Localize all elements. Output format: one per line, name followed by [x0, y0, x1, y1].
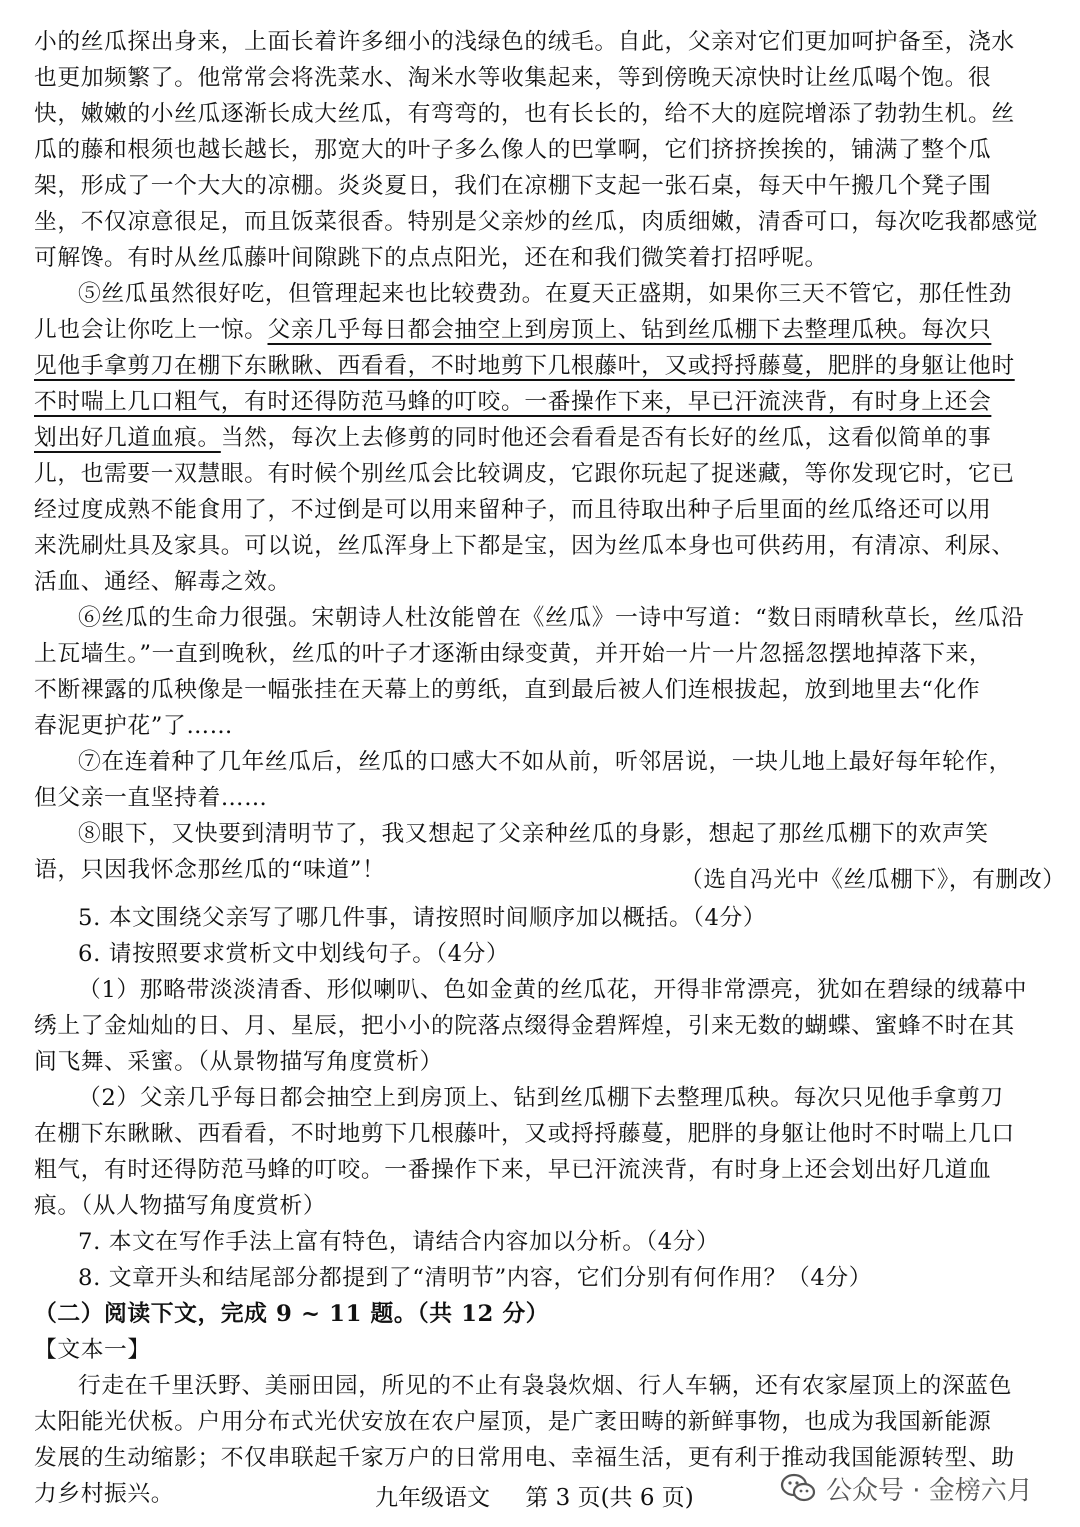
text-segment: 力乡村振兴。	[34, 1481, 175, 1507]
text-line	[0, 58, 1080, 98]
text-segment: 可解馋。有时从丝瓜藤叶间隙跳下的点点阳光，还在和我们微笑着打招呼呢。	[34, 245, 828, 271]
text-segment: （2）父亲几乎每日都会抽空上到房顶上、钻到丝瓜棚下去整理瓜秧。每次只见他手拿剪刀	[78, 1085, 1004, 1111]
text-segment: 经过度成熟不能食用了，不过倒是可以用来留种子，而且待取出种子后里面的丝瓜络还可以用	[34, 497, 992, 523]
text-segment: 儿也会让你吃上一惊。	[34, 317, 268, 343]
text-line	[0, 1402, 1080, 1442]
text-line	[0, 670, 1080, 710]
text-line	[0, 814, 1080, 854]
text-segment: 太阳能光伏板。户用分布式光伏安放在农户屋顶，是广袤田畴的新鲜事物，也成为我国新能源	[34, 1409, 992, 1435]
text-line	[0, 526, 1080, 566]
text-line	[0, 1186, 1080, 1226]
underlined-text: 父亲几乎每日都会抽空上到房顶上、钻到丝瓜棚下去整理瓜秧。每次只	[267, 317, 992, 343]
text-line	[0, 898, 1080, 938]
text-line	[0, 742, 1080, 782]
text-segment: 【文本一】	[34, 1337, 151, 1363]
text-segment: 8. 文章开头和结尾部分都提到了“清明节”内容，它们分别有何作用？（4分）	[78, 1265, 873, 1291]
text-line	[0, 1330, 1080, 1370]
text-line	[0, 1006, 1080, 1046]
text-segment: 来洗刷灶具及家具。可以说，丝瓜浑身上下都是宝，因为丝瓜本身也可供药用，有清凉、利尿、	[34, 533, 1015, 559]
text-line	[0, 346, 1080, 386]
text-segment: 活血、通经、解毒之效。	[34, 569, 291, 595]
text-segment: 上瓦墙生。”一直到晚秋，丝瓜的叶子才逐渐由绿变黄，并开始一片一片忽摇忽摆地掉落下来，	[34, 641, 993, 667]
text-segment: ⑥丝瓜的生命力很强。宋朝诗人杜汝能曾在《丝瓜》一诗中写道：“数日雨晴秋草长，丝瓜沿	[78, 605, 1025, 631]
text-line	[0, 454, 1080, 494]
text-segment: 粗气，有时还得防范马蜂的叮咬。一番操作下来，早已汗流浃背，有时身上还会划出好几道血	[34, 1157, 992, 1183]
text-segment: 行走在千里沃野、美丽田园，所见的不止有袅袅炊烟、行人车辆，还有农家屋顶上的深蓝色	[78, 1373, 1012, 1399]
text-line	[0, 778, 1080, 818]
text-line	[0, 490, 1080, 530]
text-segment: 5. 本文围绕父亲写了哪几件事，请按照时间顺序加以概括。（4分）	[78, 905, 767, 931]
watermark	[780, 1466, 1033, 1510]
text-segment: 春泥更护花”了……	[34, 713, 234, 739]
text-line	[0, 934, 1080, 974]
text-line	[0, 1078, 1080, 1118]
text-line	[0, 634, 1080, 674]
underlined-text: 划出好几道血痕。	[34, 425, 221, 451]
text-line	[0, 382, 1080, 422]
text-segment: ⑦在连着种了几年丝瓜后，丝瓜的口感大不如从前，听邻居说，一块儿地上最好每年轮作，	[78, 749, 1012, 775]
text-line	[0, 94, 1080, 134]
text-line	[0, 1042, 1080, 1082]
text-line	[0, 1114, 1080, 1154]
text-segment: 绣上了金灿灿的日、月、星辰，把小小的院落点缀得金碧辉煌，引来无数的蝴蝶、蜜蜂不时在其	[34, 1013, 1015, 1039]
text-line	[0, 860, 1080, 900]
text-line	[0, 130, 1080, 170]
underlined-text: 不时喘上几口粗气，有时还得防范马蜂的叮咬。一番操作下来，早已汗流浃背，有时身上还会	[34, 389, 992, 415]
text-segment: 当然，每次上去修剪的同时他还会看看是否有长好的丝瓜，这看似简单的事	[220, 425, 992, 451]
text-segment: 在棚下东瞅瞅、西看看，不时地剪下几根藤叶，又或捋捋藤蔓，肥胖的身躯让他时不时喘上几口	[34, 1121, 1015, 1147]
text-segment: 儿，也需要一双慧眼。有时候个别丝瓜会比较调皮，它跟你玩起了捉迷藏，等你发现它时，它已	[34, 461, 1015, 487]
text-line	[0, 1258, 1080, 1298]
text-line	[0, 706, 1080, 746]
text-segment: 小的丝瓜探出身来，上面长着许多细小的浅绿色的绒毛。自此，父亲对它们更加呵护备至，浇水	[34, 29, 1015, 55]
text-line	[0, 22, 1080, 62]
text-line	[0, 166, 1080, 206]
text-line	[0, 1294, 1080, 1334]
text-segment: 痕。（从人物描写角度赏析）	[34, 1193, 327, 1219]
underlined-text: 见他手拿剪刀在棚下东瞅瞅、西看看，不时地剪下几根藤叶，又或捋捋藤蔓，肥胖的身躯让他时	[34, 353, 1015, 379]
text-line	[0, 1222, 1080, 1262]
text-line	[0, 1150, 1080, 1190]
text-segment: 架，形成了一个大大的凉棚。炎炎夏日，我们在凉棚下支起一张石桌，每天中午搬几个凳子围	[34, 173, 992, 199]
text-segment: 语，只因我怀念那丝瓜的“味道”！	[34, 857, 386, 883]
text-line	[0, 1366, 1080, 1406]
text-segment: ⑤丝瓜虽然很好吃，但管理起来也比较费劲。在夏天正盛期，如果你三天不管它，那任性劲	[78, 281, 1012, 307]
text-line	[0, 562, 1080, 602]
text-line	[0, 598, 1080, 638]
text-line	[0, 310, 1080, 350]
text-segment: （二）阅读下文，完成 9 ~ 11 题。（共 12 分）	[34, 1301, 550, 1327]
page-footer	[375, 1478, 722, 1518]
text-line	[0, 418, 1080, 458]
text-line	[0, 274, 1080, 314]
text-segment: （选自冯光中《丝瓜棚下》，有删改）	[680, 867, 1066, 893]
text-segment: 但父亲一直坚持着……	[34, 785, 268, 811]
wechat-icon	[780, 1472, 816, 1504]
text-segment: 也更加频繁了。他常常会将洗菜水、淘米水等收集起来，等到傍晚天凉快时让丝瓜喝个饱。很	[34, 65, 992, 91]
text-line	[0, 970, 1080, 1010]
text-segment: 快，嫩嫩的小丝瓜逐渐长成大丝瓜，有弯弯的，也有长长的，给不大的庭院增添了勃勃生机。丝	[34, 101, 1015, 127]
text-line	[0, 202, 1080, 242]
text-segment: 6. 请按照要求赏析文中划线句子。（4分）	[78, 941, 510, 967]
watermark-text: 公众号 · 金榜六月	[826, 1475, 1033, 1506]
footer-page-number: 第 3 页(共 6 页)	[525, 1485, 694, 1511]
footer-subject: 九年级语文	[375, 1485, 490, 1511]
text-segment: （1）那略带淡淡清香、形似喇叭、色如金黄的丝瓜花，开得非常漂亮，犹如在碧绿的绒幕中	[78, 977, 1028, 1003]
text-segment: 瓜的藤和根须也越长越长，那宽大的叶子多么像人的巴掌啊，它们挤挤挨挨的，铺满了整个瓜	[34, 137, 992, 163]
text-segment: 不断裸露的瓜秧像是一幅张挂在天幕上的剪纸，直到最后被人们连根拔起，放到地里去“化作	[34, 677, 981, 703]
text-segment: ⑧眼下，又快要到清明节了，我又想起了父亲种丝瓜的身影，想起了那丝瓜棚下的欢声笑	[78, 821, 989, 847]
text-segment: 7. 本文在写作手法上富有特色，请结合内容加以分析。（4分）	[78, 1229, 720, 1255]
text-line	[0, 238, 1080, 278]
text-segment: 间飞舞、采蜜。（从景物描写角度赏析）	[34, 1049, 443, 1075]
text-segment: 发展的生动缩影；不仅串联起千家万户的日常用电、幸福生活，更有利于推动我国能源转型、助	[34, 1445, 1015, 1471]
text-segment: 坐，不仅凉意很足，而且饭菜很香。特别是父亲炒的丝瓜，肉质细嫩，清香可口，每次吃我都感觉	[34, 209, 1039, 235]
